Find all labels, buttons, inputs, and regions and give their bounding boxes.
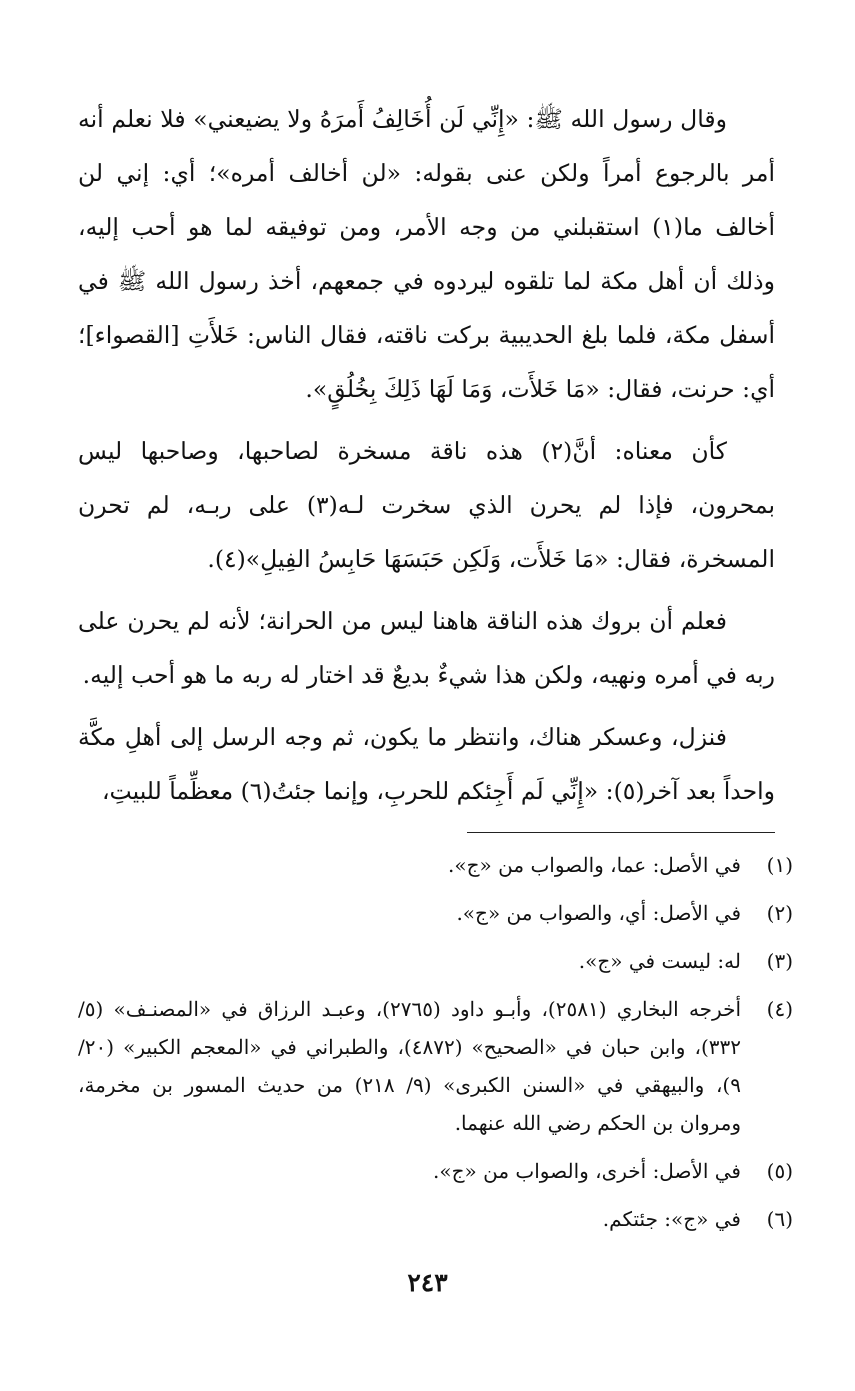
- main-text-body: [78, 92, 775, 826]
- footnote-text: في الأصل: عما، والصواب من «ج».: [448, 853, 741, 877]
- footnote-item: [78, 942, 793, 980]
- body-paragraph: فعلم أن بروك هذه الناقة هاهنا ليس من الحرانة؛ لأنه لم يحرن على ربه في أمره ونهيه، ولكن هذا شيءٌ بديعٌ قد اختار له ربه ما هو أحب إليه.: [78, 607, 775, 689]
- footnote-item: [78, 1152, 793, 1190]
- footnotes-section: [78, 846, 793, 1248]
- footnote-item: [78, 846, 793, 884]
- footnote-number: (١): [766, 853, 793, 877]
- footnote-number: (٤): [766, 997, 793, 1021]
- footnote-text: في «ج»: جئتكم.: [602, 1207, 741, 1231]
- footnote-number: (٥): [766, 1159, 793, 1183]
- footnote-number: (٢): [766, 901, 793, 925]
- body-paragraph: كأن معناه: أنَّ(٢) هذه ناقة مسخرة لصاحبها، وصاحبها ليس بمحرون، فإذا لم يحرن الذي سخرت لـه(٣) على ربـه، لم تحرن المسخرة، فقال: «مَا خَلأَت، وَلَكِن حَبَسَهَا حَابِسُ الفِيلِ»(٤).: [78, 437, 775, 573]
- page-number: ٢٤٣: [407, 1268, 448, 1297]
- body-paragraph: فنزل، وعسكر هناك، وانتظر ما يكون، ثم وجه الرسل إلى أهلِ مكَّة واحداً بعد آخر(٥): «إِنِّي لَم أَجِئكم للحربِ، وإنما جئتُ(٦) معظِّماً للبيتِ،: [78, 723, 775, 805]
- footnote-number: (٦): [766, 1207, 793, 1231]
- footnote-separator: [467, 832, 775, 833]
- footnote-item: [78, 1200, 793, 1238]
- body-paragraph: وقال رسول الله ﷺ: «إِنِّي لَن أُخَالِفُ أَمرَهُ ولا يضيعني» فلا نعلم أنه أمر بالرجوع أمراً ولكن عنى بقوله: «لن أخالف أمره»؛ أي: إني لن أخالف ما(١) استقبلني من وجه الأمر، ومن توفيقه لما هو أحب إليه، وذلك أن أهل مكة لما تلقوه ليردوه في جمعهم، أخذ رسول الله ﷺ في أسفل مكة، فلما بلغ الحديبية بركت ناقته، فقال الناس: خَلأَتِ [القصواء]؛ أي: حرنت، فقال: «مَا خَلأَت، وَمَا لَهَا ذَلِكَ بِخُلُقٍ».: [78, 105, 775, 403]
- footnote-text: له: ليست في «ج».: [578, 949, 741, 973]
- footnote-text: أخرجه البخاري (٢٥٨١)، وأبـو داود (٢٧٦٥)، وعبـد الرزاق في «المصنـف» (٥/ ٣٣٢)، وابن حبان في «الصحيح» (٤٨٧٢)، والطبراني في «المعجم الكبير» (٢٠/ ٩)، والبيهقي في «السنن الكبرى» (٩/ ٢١٨) من حديث المسور بن مخرمة، ومروان بن الحكم رضي الله عنهما.: [78, 997, 741, 1135]
- footnote-number: (٣): [766, 949, 793, 973]
- footnote-text: في الأصل: أي، والصواب من «ج».: [456, 901, 741, 925]
- footnote-text: في الأصل: أخرى، والصواب من «ج».: [433, 1159, 741, 1183]
- footnote-item: [78, 894, 793, 932]
- footnote-item: [78, 990, 793, 1142]
